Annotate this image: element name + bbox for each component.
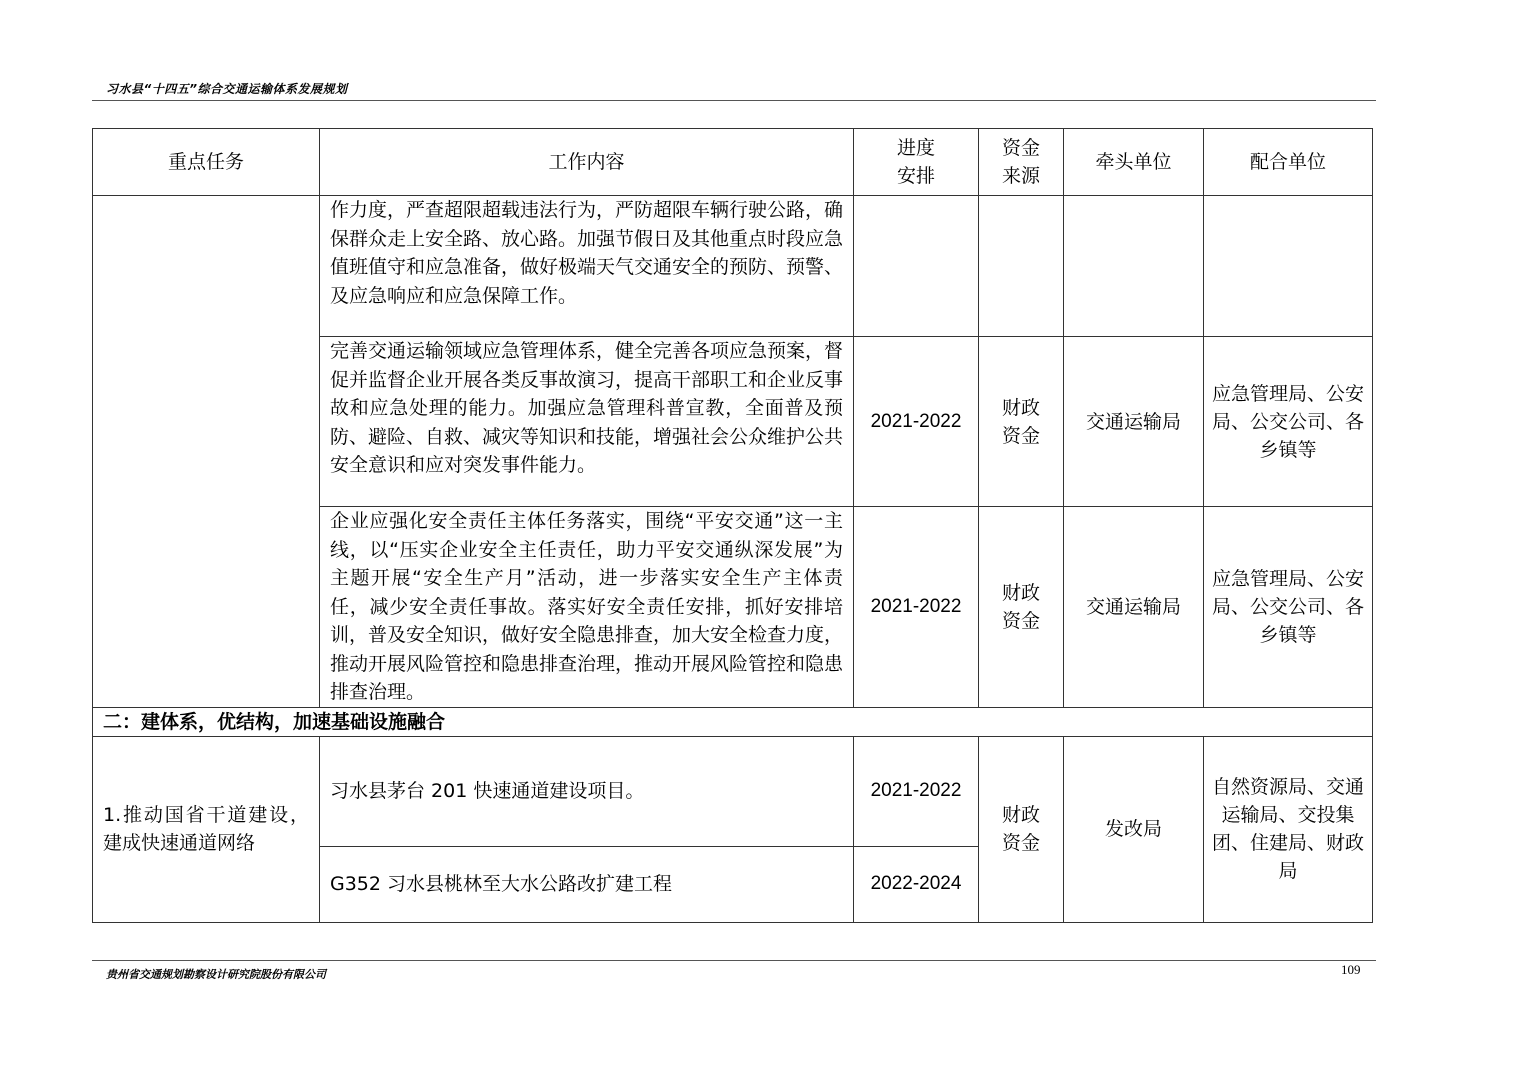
partners-cell: 应急管理局、公安局、公交公司、各乡镇等 xyxy=(1204,507,1373,708)
footer-company: 贵州省交通规划勘察设计研究院股份有限公司 xyxy=(106,968,326,981)
table-header-row xyxy=(93,129,1373,196)
funding-text: 财政 资金 xyxy=(1001,396,1040,447)
content-cell: 企业应强化安全责任主体任务落实，围绕“平安交通”这一主线，以“压实企业安全主任责任，助力平安交通纵深发展”为主题开展“安全生产月”活动，进一步落实安全生产主体责任，减少安全责任事故。落实好安全责任安排，抓好安排培训，普及安全知识，做好安全隐患排查，加大安全检查力度，推动开展风险管控和隐患排查治理，推动开展风险管控和隐患排查治理。 xyxy=(320,507,854,708)
col-header-period xyxy=(854,129,979,196)
partners-cell: 自然资源局、交通运输局、交投集团、住建局、财政局 xyxy=(1204,736,1373,922)
col-header-funding xyxy=(979,129,1064,196)
funding-header-text: 资金 来源 xyxy=(1001,137,1040,187)
lead-cell: 交通运输局 xyxy=(1064,507,1204,708)
period-cell: 2021-2022 xyxy=(854,736,979,846)
header-divider xyxy=(92,100,1376,101)
funding-text: 财政 资金 xyxy=(1001,804,1040,854)
funding-text: 财政 资金 xyxy=(1001,581,1040,632)
task-cell xyxy=(93,196,320,708)
col-header-task: 重点任务 xyxy=(93,129,320,196)
lead-cell: 发改局 xyxy=(1064,736,1204,922)
document-header-title: 习水县“十四五”综合交通运输体系发展规划 xyxy=(106,82,348,96)
lead-cell xyxy=(1064,196,1204,337)
funding-cell xyxy=(979,736,1064,922)
period-cell: 2021-2022 xyxy=(854,337,979,507)
content-cell: 完善交通运输领域应急管理体系，健全完善各项应急预案，督促并监督企业开展各类反事故演习，提高干部职工和企业反事故和应急处理的能力。加强应急管理科普宣教，全面普及预防、避险、自救、减灾等知识和技能，增强社会公众维护公共安全意识和应对突发事件能力。 xyxy=(320,337,854,507)
period-cell xyxy=(854,196,979,337)
section-row xyxy=(93,707,1373,736)
funding-cell xyxy=(979,337,1064,507)
col-header-partners: 配合单位 xyxy=(1204,129,1373,196)
task-table xyxy=(92,128,1373,923)
period-header-text: 进度 安排 xyxy=(896,137,935,187)
funding-cell xyxy=(979,507,1064,708)
period-cell: 2021-2022 xyxy=(854,507,979,708)
table-row xyxy=(93,196,1373,337)
content-cell: G352 习水县桃林至大水公路改扩建工程 xyxy=(320,846,854,922)
footer-divider xyxy=(92,960,1376,961)
period-cell: 2022-2024 xyxy=(854,846,979,922)
content-cell: 作力度，严查超限超载违法行为，严防超限车辆行驶公路，确保群众走上安全路、放心路。加强节假日及其他重点时段应急值班值守和应急准备，做好极端天气交通安全的预防、预警、及应急响应和应急保障工作。 xyxy=(320,196,854,337)
task-cell: 1.推动国省干道建设，建成快速通道网络 xyxy=(93,736,320,922)
col-header-content: 工作内容 xyxy=(320,129,854,196)
content-cell: 习水县茅台 201 快速通道建设项目。 xyxy=(320,736,854,846)
page-number: 109 xyxy=(1341,962,1361,977)
col-header-lead: 牵头单位 xyxy=(1064,129,1204,196)
partners-cell: 应急管理局、公安局、公交公司、各乡镇等 xyxy=(1204,337,1373,507)
section-title: 二：建体系，优结构，加速基础设施融合 xyxy=(93,707,1373,736)
table-row xyxy=(93,736,1373,846)
funding-cell xyxy=(979,196,1064,337)
lead-cell: 交通运输局 xyxy=(1064,337,1204,507)
partners-cell xyxy=(1204,196,1373,337)
